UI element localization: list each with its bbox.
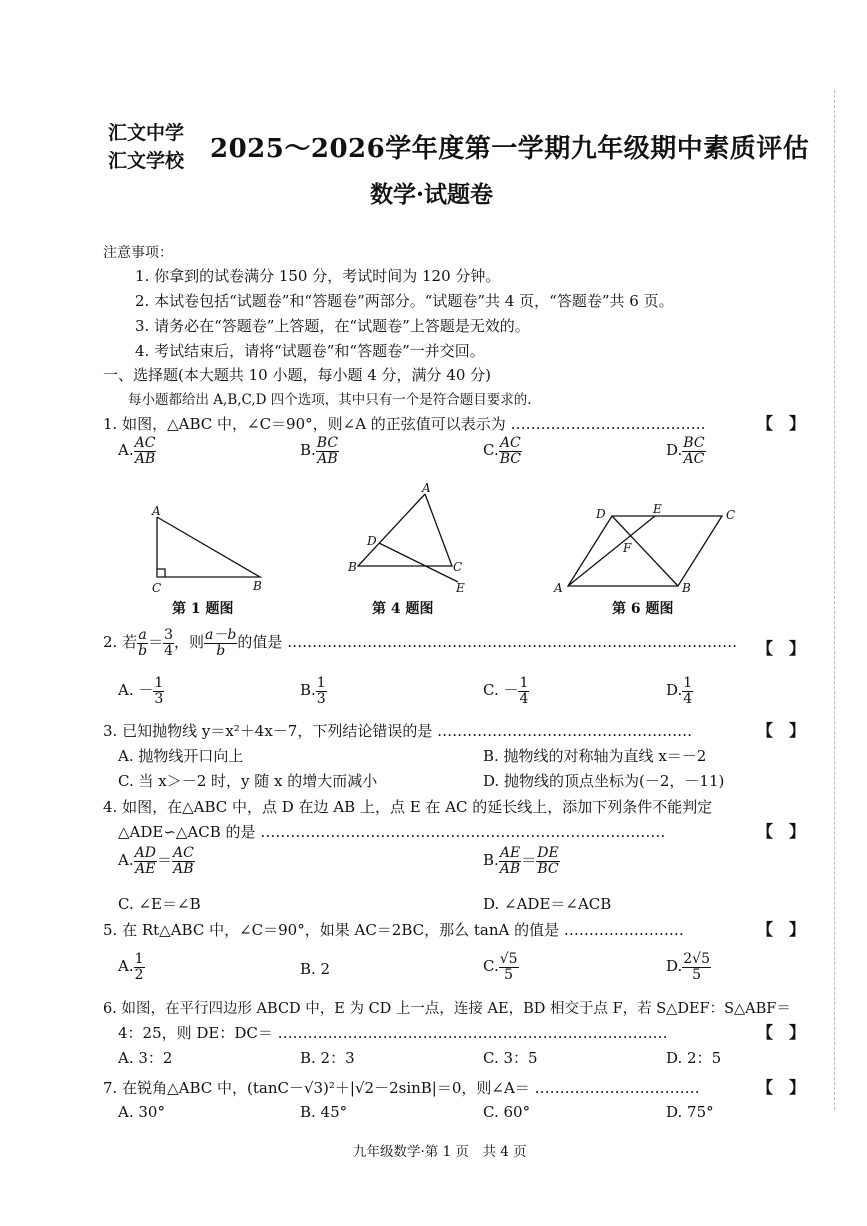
- q3-option-a: A. 抛物线开口向上: [118, 747, 244, 765]
- figure-q1-caption: 第 1 题图: [172, 601, 234, 617]
- fig6-label-a: A: [554, 581, 563, 595]
- fig4-label-e: E: [456, 581, 465, 595]
- q6-stem-line2: 4：25，则 DE：DC＝ ……………………………………………………………………: [118, 1024, 668, 1042]
- q6-option-b: B. 2：3: [300, 1049, 355, 1067]
- fig4-label-b: B: [348, 560, 357, 574]
- q6-option-a: A. 3：2: [118, 1049, 173, 1067]
- q2-answer-bracket: 【 】: [757, 639, 806, 658]
- q3-option-d: D. 抛物线的顶点坐标为(－2，－11): [483, 772, 725, 790]
- fig6-label-b: B: [682, 581, 691, 595]
- notice-item: 1. 你拿到的试卷满分 150 分，考试时间为 120 分钟。: [135, 267, 501, 285]
- q7-answer-bracket: 【 】: [757, 1078, 806, 1097]
- q2-option-a: A. － $\frac{1}{3}$: [118, 675, 164, 707]
- page-footer: 九年级数学·第 1 页 共 4 页: [353, 1144, 527, 1160]
- q5-option-c: C. $\frac{√5}{5}$: [483, 951, 518, 983]
- q7-option-a: A. 30°: [118, 1103, 165, 1121]
- q7-option-b: B. 45°: [300, 1103, 348, 1121]
- fig6-label-f: F: [623, 541, 632, 555]
- figure-q4-caption: 第 4 题图: [372, 601, 434, 617]
- figure-q4-triangle: [340, 478, 480, 596]
- q7-option-c: C. 60°: [483, 1103, 531, 1121]
- q5-stem: 5. 在 Rt△ABC 中，∠C＝90°，如果 AC＝2BC，那么 tanA 的值是 ……………………: [103, 921, 684, 939]
- q6-answer-bracket: 【 】: [757, 1023, 806, 1042]
- q6-option-c: C. 3：5: [483, 1049, 538, 1067]
- binding-margin-rule: [834, 90, 835, 1110]
- q4-stem-line2: △ADE∽△ACB 的是 ………………………………………………………………………: [118, 823, 666, 841]
- q5-answer-bracket: 【 】: [757, 920, 806, 939]
- exam-subtitle: 数学·试题卷: [370, 181, 494, 208]
- q1-option-a: A. $\frac{AC}{AB}$: [118, 435, 156, 467]
- q1-answer-bracket: 【 】: [757, 414, 806, 433]
- notice-item: 3. 请务必在“答题卷”上答题，在“试题卷”上答题是无效的。: [135, 317, 530, 335]
- q4-answer-bracket: 【 】: [757, 822, 806, 841]
- q7-option-d: D. 75°: [666, 1103, 714, 1121]
- q2-option-c: C. － $\frac{1}{4}$: [483, 675, 529, 707]
- fig6-label-e: E: [653, 502, 662, 516]
- q2-option-d: D. $\frac{1}{4}$: [666, 675, 693, 707]
- fig6-label-c: C: [726, 508, 736, 522]
- q5-option-a: A. $\frac{1}{2}$: [118, 951, 144, 983]
- q3-stem: 3. 已知抛物线 y＝x²＋4x－7，下列结论错误的是 ……………………………………………: [103, 722, 693, 740]
- q4-option-a: A. $\frac{AD}{AE}$ ＝ $\frac{AC}{AB}$: [118, 845, 194, 877]
- q6-stem-line1: 6. 如图，在平行四边形 ABCD 中，E 为 CD 上一点，连接 AE，BD 相交于点 F，若 S△DEF：S△ABF＝: [103, 1001, 791, 1017]
- q5-option-d: D. $\frac{2√5}{5}$: [666, 951, 711, 983]
- notice-item: 2. 本试卷包括“试题卷”和“答题卷”两部分。“试题卷”共 4 页，“答题卷”共 6 页。: [135, 292, 674, 310]
- q6-option-d: D. 2：5: [666, 1049, 722, 1067]
- q7-stem: 7. 在锐角△ABC 中，(tanC－√3)²＋|√2－2sinB|＝0，则∠A＝ ……………………………: [103, 1079, 700, 1097]
- school-name-1: 汇文中学: [108, 122, 185, 144]
- q3-option-b: B. 抛物线的对称轴为直线 x＝－2: [483, 747, 707, 765]
- figure-q6-caption: 第 6 题图: [612, 601, 674, 617]
- q1-stem: 1. 如图，△ABC 中，∠C＝90°，则∠A 的正弦值可以表示为 …………………………………: [103, 415, 706, 433]
- fig1-label-b: B: [253, 579, 262, 593]
- school-name-2: 汇文学校: [108, 150, 185, 172]
- section-instruction: 每小题都给出 A,B,C,D 四个选项，其中只有一个是符合题目要求的.: [128, 392, 532, 408]
- section-title: 一、选择题(本大题共 10 小题，每小题 4 分，满分 40 分): [103, 366, 492, 384]
- fig4-label-d: D: [367, 534, 377, 548]
- figure-q1-triangle: [140, 505, 280, 595]
- q3-answer-bracket: 【 】: [757, 721, 806, 740]
- fig4-label-a: A: [422, 481, 431, 495]
- fig1-label-c: C: [152, 581, 162, 595]
- q3-option-c: C. 当 x＞－2 时，y 随 x 的增大而减小: [118, 772, 378, 790]
- exam-title: 2025～2026学年度第一学期九年级期中素质评估: [210, 134, 810, 164]
- q1-option-b: B. $\frac{BC}{AB}$: [300, 435, 339, 467]
- q4-option-b: B. $\frac{AE}{AB}$ ＝ $\frac{DE}{BC}$: [483, 845, 559, 877]
- figure-q6-parallelogram: [550, 500, 750, 596]
- fig4-label-c: C: [453, 560, 463, 574]
- q4-option-c: C. ∠E＝∠B: [118, 895, 201, 913]
- q2-option-b: B. $\frac{1}{3}$: [300, 675, 326, 707]
- q5-option-b: B. 2: [300, 960, 331, 978]
- q4-stem-line1: 4. 如图，在△ABC 中，点 D 在边 AB 上，点 E 在 AC 的延长线上，添加下列条件不能判定: [103, 798, 713, 816]
- notice-heading: 注意事项：: [103, 245, 173, 261]
- q2-stem: 2. 若 $\frac{a}{b}$ ＝ $\frac{3}{4}$ ，则 $\frac{a-b}{b}$ 的值是 ………………………………………………………………………………: [103, 627, 738, 659]
- q1-option-d: D. $\frac{BC}{AC}$: [666, 435, 705, 467]
- q1-option-c: C. $\frac{AC}{BC}$: [483, 435, 521, 467]
- fig6-label-d: D: [596, 507, 606, 521]
- fig1-label-a: A: [152, 505, 161, 518]
- notice-item: 4. 考试结束后，请将“试题卷”和“答题卷”一并交回。: [135, 342, 485, 360]
- q4-option-d: D. ∠ADE＝∠ACB: [483, 895, 612, 913]
